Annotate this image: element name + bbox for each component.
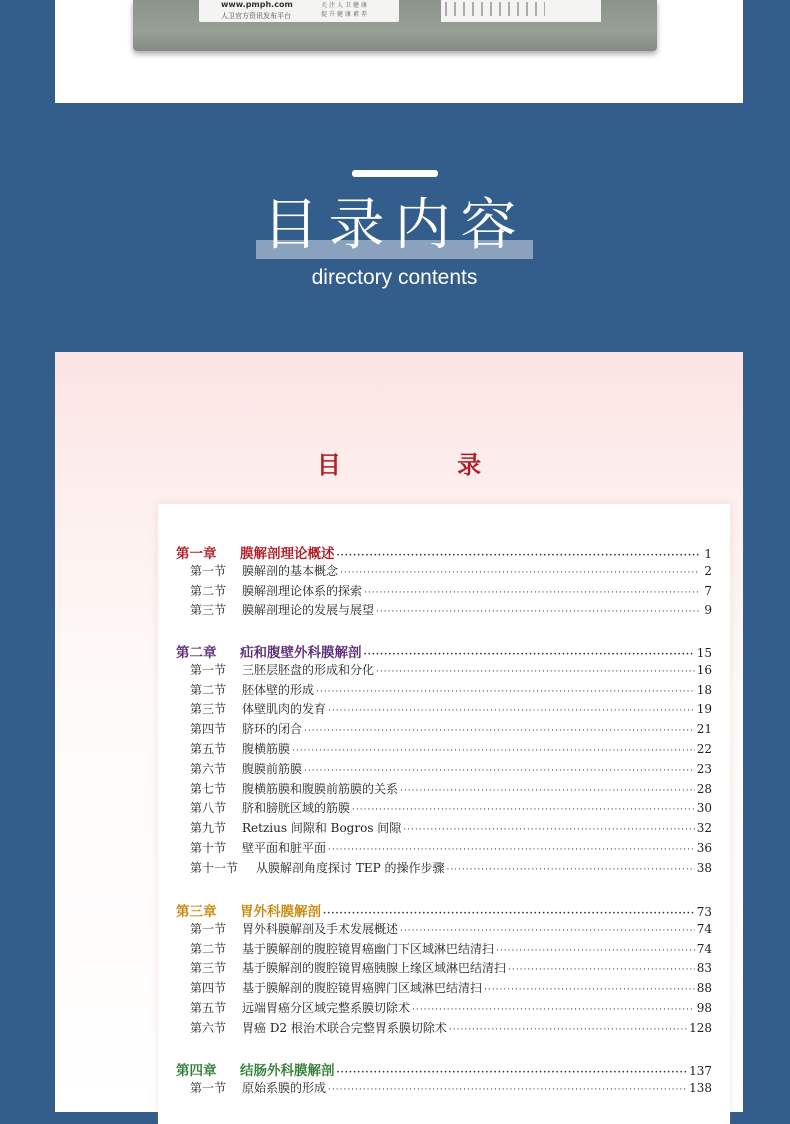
section-page-number: 32 <box>696 821 712 836</box>
section-page-number: 19 <box>696 702 712 717</box>
chapter-number: 第四章 <box>176 1063 217 1079</box>
toc-page <box>158 504 730 1124</box>
section-number: 第五节 <box>190 1001 227 1015</box>
section-title: 腹膜前筋膜 <box>242 761 303 776</box>
toc-title: 目 录 <box>316 450 536 479</box>
toc-section-row <box>158 740 730 760</box>
section-heading-subtitle: directory contents <box>311 266 478 289</box>
toc-section-row <box>158 562 730 582</box>
section-title: 三胚层胚盘的形成和分化 <box>242 662 375 677</box>
toc-section-row <box>158 839 730 859</box>
section-title: 膜解剖理论体系的探索 <box>242 583 363 598</box>
chapter-number: 第一章 <box>176 546 217 562</box>
chapter-title: 疝和腹壁外科膜解剖 <box>240 645 362 661</box>
heading-accent-bar <box>352 170 438 177</box>
section-number: 第一节 <box>190 563 227 578</box>
section-number: 第二节 <box>190 583 227 598</box>
section-number: 第一节 <box>190 662 227 677</box>
chapter-page-number: 137 <box>689 1064 712 1078</box>
section-number: 第四节 <box>190 981 227 996</box>
toc-section-row <box>158 760 730 780</box>
leader-dots <box>337 1068 688 1078</box>
chapter-page-number: 1 <box>704 547 712 561</box>
toc-section-row <box>158 601 730 621</box>
leader-dots <box>352 805 695 815</box>
toc-panel <box>55 352 743 1112</box>
toc-chapter-row <box>158 900 730 920</box>
leader-dots <box>364 650 695 660</box>
section-page-number: 88 <box>696 981 712 996</box>
section-title: 基于膜解剖的腹腔镜胃癌脾门区域淋巴结清扫 <box>242 981 483 996</box>
slogan-line-2: 提升健康素养 <box>321 11 370 18</box>
section-title: 腹横筋膜 <box>242 742 291 756</box>
toc-chapter-row <box>158 1059 730 1079</box>
toc-section-row <box>158 780 730 800</box>
section-title: 腹横筋膜和腹膜前筋膜的关系 <box>242 781 399 796</box>
section-number: 第三节 <box>190 702 227 717</box>
chapter-number: 第三章 <box>176 904 217 920</box>
chapter-title: 胃外科膜解剖 <box>240 904 321 920</box>
book-photo-card <box>55 0 743 103</box>
section-number: 第一节 <box>190 921 227 936</box>
chapter-page-number: 15 <box>696 646 712 660</box>
section-page-number: 74 <box>696 941 712 956</box>
leader-dots <box>403 825 694 835</box>
leader-dots <box>446 865 694 875</box>
section-title: 从膜解剖角度探讨 TEP 的操作步骤 <box>256 860 445 875</box>
leader-dots <box>364 588 700 598</box>
section-title: 膜解剖理论的发展与展望 <box>242 603 375 618</box>
publisher-slogan <box>321 1 391 19</box>
leader-dots <box>508 965 695 975</box>
section-title: 膜解剖的基本概念 <box>242 563 339 578</box>
section-number: 第九节 <box>190 821 227 836</box>
toc-section-row <box>158 999 730 1019</box>
chapter-page-number: 73 <box>696 905 712 919</box>
leader-dots <box>412 1005 695 1015</box>
section-number: 第三节 <box>190 603 227 618</box>
toc-chapter-row <box>158 542 730 562</box>
section-page-number: 83 <box>696 961 712 976</box>
section-page-number: 138 <box>689 1080 712 1095</box>
section-page-number: 2 <box>704 563 712 578</box>
section-title: 脐和膀胱区域的筋膜 <box>242 801 351 816</box>
leader-dots <box>496 946 695 956</box>
toc-section-row <box>158 1019 730 1039</box>
chapter-number: 第二章 <box>176 645 217 661</box>
section-title: 胃癌 D2 根治术联合完整胃系膜切除术 <box>242 1020 447 1035</box>
leader-dots <box>400 786 695 796</box>
leader-dots <box>323 909 695 919</box>
section-number: 第一节 <box>190 1080 227 1095</box>
leader-dots <box>449 1025 687 1035</box>
section-page-number: 23 <box>696 761 712 776</box>
toc-section-row <box>158 700 730 720</box>
toc-section-row <box>158 681 730 701</box>
section-title: 壁平面和脏平面 <box>242 841 327 855</box>
leader-dots <box>484 985 695 995</box>
section-page-number: 9 <box>704 603 712 618</box>
section-title: 胚体壁的形成 <box>242 682 315 697</box>
leader-dots <box>328 706 695 716</box>
section-title: 基于膜解剖的腹腔镜胃癌胰腺上缘区域淋巴结清扫 <box>242 961 507 976</box>
chapter-title: 膜解剖理论概述 <box>240 546 335 562</box>
section-title: Retzius 间隙和 Bogros 间隙 <box>242 821 402 836</box>
leader-dots <box>304 766 695 776</box>
section-page-number: 38 <box>696 860 712 875</box>
toc-section-row <box>158 799 730 819</box>
section-page-number: 98 <box>696 1001 712 1015</box>
leader-dots <box>292 746 695 756</box>
section-title: 基于膜解剖的腹腔镜胃癌幽门下区域淋巴结清扫 <box>242 941 495 956</box>
section-title: 脐环的闭合 <box>242 722 303 737</box>
section-page-number: 21 <box>696 722 712 737</box>
toc-section-row <box>158 859 730 879</box>
section-number: 第六节 <box>190 1020 227 1035</box>
leader-dots <box>376 607 700 617</box>
publisher-platform: 人卫官方资讯发布平台 <box>221 12 291 20</box>
section-number: 第二节 <box>190 941 227 956</box>
section-title: 远端胃癌分区域完整系膜切除术 <box>242 1001 411 1015</box>
book-label-sticker <box>199 0 399 22</box>
section-page-number: 16 <box>696 662 712 677</box>
section-number: 第三节 <box>190 961 227 976</box>
toc-section-row <box>158 959 730 979</box>
section-page-number: 7 <box>704 583 712 598</box>
toc-section-row <box>158 720 730 740</box>
section-page-number: 30 <box>696 801 712 816</box>
section-number: 第二节 <box>190 682 227 697</box>
leader-dots <box>337 551 701 561</box>
leader-dots <box>328 845 695 855</box>
toc-section-row <box>158 661 730 681</box>
book-back-cover-photo <box>133 0 657 51</box>
slogan-line-1: 关注人卫健康 <box>321 2 370 9</box>
section-number: 第四节 <box>190 722 227 737</box>
chapter-title: 结肠外科膜解剖 <box>240 1063 335 1079</box>
toc-section-row <box>158 920 730 940</box>
toc-section-row <box>158 1079 730 1099</box>
section-number: 第六节 <box>190 761 227 776</box>
publisher-url: www.pmph.com <box>221 0 293 9</box>
section-title: 胃外科膜解剖及手术发展概述 <box>242 921 399 936</box>
section-title: 体壁肌肉的发育 <box>242 702 327 717</box>
section-number: 第七节 <box>190 781 227 796</box>
section-page-number: 28 <box>696 781 712 796</box>
toc-section-row <box>158 582 730 602</box>
toc-section-row <box>158 940 730 960</box>
section-page-number: 128 <box>689 1020 712 1035</box>
section-title: 原始系膜的形成 <box>242 1080 327 1095</box>
section-number: 第五节 <box>190 742 227 756</box>
leader-dots <box>400 926 695 936</box>
section-page-number: 36 <box>696 841 712 855</box>
book-price-sticker <box>441 0 601 22</box>
leader-dots <box>328 1085 687 1095</box>
section-number: 第十一节 <box>190 860 239 875</box>
section-number: 第八节 <box>190 801 227 816</box>
section-page-number: 22 <box>696 742 712 756</box>
leader-dots <box>340 568 700 578</box>
leader-dots <box>376 667 695 677</box>
leader-dots <box>316 687 695 697</box>
toc-section-row <box>158 979 730 999</box>
section-page-number: 74 <box>696 921 712 936</box>
toc-section-row <box>158 819 730 839</box>
section-heading-title: 目录内容 <box>262 193 527 258</box>
leader-dots <box>304 726 695 736</box>
section-page-number: 18 <box>696 682 712 697</box>
toc-chapter-row <box>158 641 730 661</box>
barcode-marks <box>445 2 545 16</box>
section-number: 第十节 <box>190 841 227 855</box>
